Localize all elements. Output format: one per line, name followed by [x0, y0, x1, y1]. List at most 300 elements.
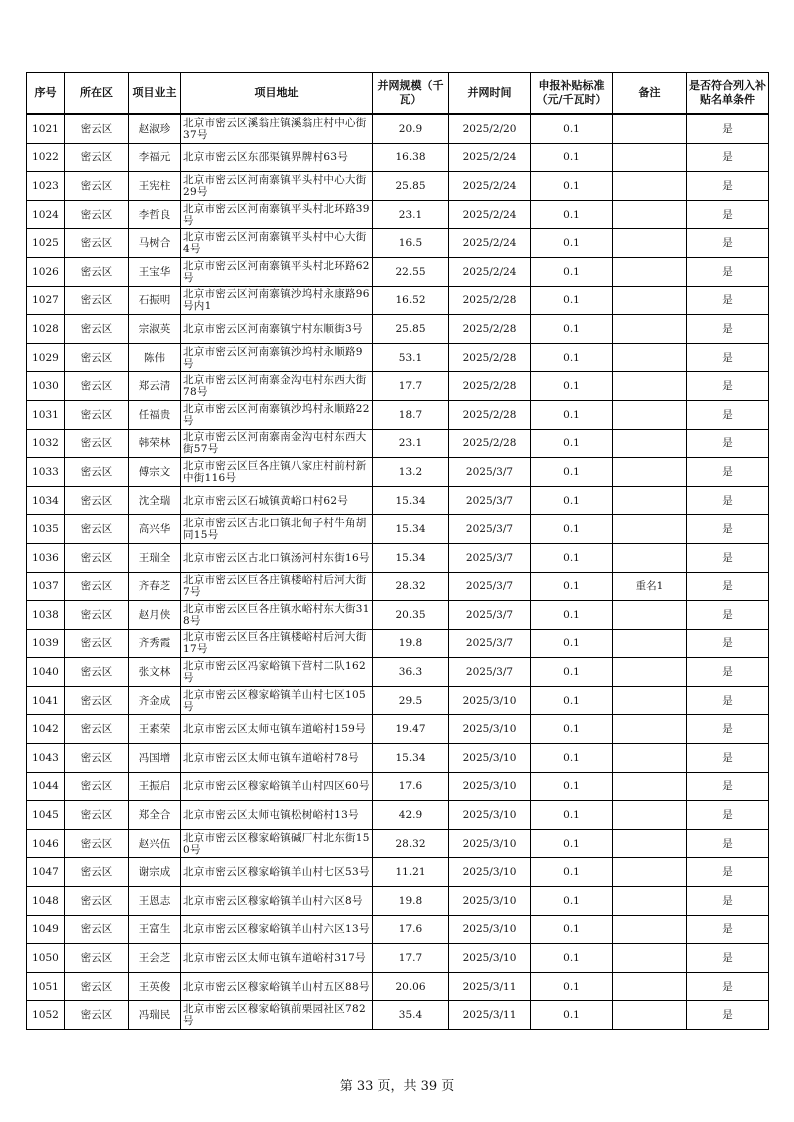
cell-district: 密云区 [65, 200, 129, 229]
cell-date: 2025/2/24 [449, 257, 531, 286]
cell-date: 2025/3/7 [449, 601, 531, 630]
table-row [27, 915, 769, 944]
cell-note [613, 143, 687, 172]
cell-district: 密云区 [65, 829, 129, 858]
cell-date: 2025/2/20 [449, 114, 531, 143]
cell-owner: 赵淑珍 [129, 114, 181, 143]
cell-owner: 王富生 [129, 915, 181, 944]
cell-owner: 沈全瑞 [129, 486, 181, 515]
table-row [27, 972, 769, 1001]
cell-eligible: 是 [687, 543, 769, 572]
cell-address: 北京市密云区河南寨镇平头村中心大街29号 [181, 172, 373, 201]
cell-owner: 冯国增 [129, 744, 181, 773]
cell-seq: 1051 [27, 972, 65, 1001]
cell-owner: 高兴华 [129, 515, 181, 544]
cell-address: 北京市密云区河南寨镇平头村中心大街4号 [181, 229, 373, 258]
cell-owner: 王宪柱 [129, 172, 181, 201]
header-standard: 申报补贴标准（元/千瓦时） [531, 73, 613, 115]
cell-date: 2025/3/7 [449, 629, 531, 658]
cell-eligible: 是 [687, 772, 769, 801]
cell-district: 密云区 [65, 1001, 129, 1030]
cell-seq: 1045 [27, 801, 65, 830]
cell-seq: 1050 [27, 944, 65, 973]
cell-seq: 1032 [27, 429, 65, 458]
cell-seq: 1052 [27, 1001, 65, 1030]
header-district: 所在区 [65, 73, 129, 115]
cell-capacity: 17.7 [373, 372, 449, 401]
table-header-row [27, 73, 769, 115]
cell-standard: 0.1 [531, 200, 613, 229]
cell-seq: 1043 [27, 744, 65, 773]
cell-standard: 0.1 [531, 343, 613, 372]
table-body [27, 114, 769, 1030]
cell-district: 密云区 [65, 543, 129, 572]
cell-district: 密云区 [65, 400, 129, 429]
cell-address: 北京市密云区河南寨镇平头村北环路62号 [181, 257, 373, 286]
table-row [27, 629, 769, 658]
cell-standard: 0.1 [531, 543, 613, 572]
cell-eligible: 是 [687, 801, 769, 830]
cell-capacity: 53.1 [373, 343, 449, 372]
cell-address: 北京市密云区穆家峪镇羊山村六区13号 [181, 915, 373, 944]
cell-standard: 0.1 [531, 887, 613, 916]
cell-owner: 傅宗文 [129, 458, 181, 487]
cell-note [613, 658, 687, 687]
cell-eligible: 是 [687, 572, 769, 601]
cell-owner: 冯瑞民 [129, 1001, 181, 1030]
cell-eligible: 是 [687, 229, 769, 258]
cell-capacity: 35.4 [373, 1001, 449, 1030]
cell-eligible: 是 [687, 429, 769, 458]
cell-capacity: 15.34 [373, 486, 449, 515]
cell-seq: 1022 [27, 143, 65, 172]
cell-note [613, 458, 687, 487]
cell-owner: 谢宗成 [129, 858, 181, 887]
cell-owner: 李哲良 [129, 200, 181, 229]
cell-eligible: 是 [687, 744, 769, 773]
cell-address: 北京市密云区石城镇黄峪口村62号 [181, 486, 373, 515]
cell-date: 2025/3/11 [449, 972, 531, 1001]
table-row [27, 343, 769, 372]
cell-standard: 0.1 [531, 944, 613, 973]
cell-address: 北京市密云区冯家峪镇下营村二队162号 [181, 658, 373, 687]
cell-eligible: 是 [687, 458, 769, 487]
cell-date: 2025/3/10 [449, 715, 531, 744]
cell-standard: 0.1 [531, 972, 613, 1001]
cell-note [613, 858, 687, 887]
cell-seq: 1044 [27, 772, 65, 801]
cell-date: 2025/3/10 [449, 829, 531, 858]
cell-note [613, 944, 687, 973]
cell-note [613, 801, 687, 830]
cell-owner: 王英俊 [129, 972, 181, 1001]
cell-capacity: 18.7 [373, 400, 449, 429]
header-owner: 项目业主 [129, 73, 181, 115]
cell-district: 密云区 [65, 286, 129, 315]
cell-seq: 1037 [27, 572, 65, 601]
cell-seq: 1031 [27, 400, 65, 429]
cell-date: 2025/3/7 [449, 515, 531, 544]
cell-capacity: 28.32 [373, 572, 449, 601]
table-row [27, 801, 769, 830]
table-row [27, 458, 769, 487]
cell-standard: 0.1 [531, 515, 613, 544]
header-seq: 序号 [27, 73, 65, 115]
cell-eligible: 是 [687, 143, 769, 172]
cell-date: 2025/2/24 [449, 200, 531, 229]
cell-eligible: 是 [687, 515, 769, 544]
table-row [27, 543, 769, 572]
cell-address: 北京市密云区巨各庄镇八家庄村前村新中街116号 [181, 458, 373, 487]
cell-owner: 赵兴伍 [129, 829, 181, 858]
cell-note [613, 715, 687, 744]
cell-eligible: 是 [687, 372, 769, 401]
table-row [27, 200, 769, 229]
cell-capacity: 25.85 [373, 315, 449, 344]
cell-seq: 1023 [27, 172, 65, 201]
table-row [27, 772, 769, 801]
cell-eligible: 是 [687, 257, 769, 286]
cell-owner: 郑云清 [129, 372, 181, 401]
cell-seq: 1025 [27, 229, 65, 258]
cell-eligible: 是 [687, 114, 769, 143]
table-row [27, 572, 769, 601]
table-row [27, 372, 769, 401]
cell-district: 密云区 [65, 372, 129, 401]
cell-capacity: 36.3 [373, 658, 449, 687]
cell-eligible: 是 [687, 944, 769, 973]
cell-date: 2025/3/7 [449, 572, 531, 601]
cell-district: 密云区 [65, 801, 129, 830]
cell-address: 北京市密云区太师屯镇车道峪村317号 [181, 944, 373, 973]
cell-address: 北京市密云区河南寨镇沙坞村永顺路22号 [181, 400, 373, 429]
cell-seq: 1029 [27, 343, 65, 372]
cell-owner: 王会芝 [129, 944, 181, 973]
cell-note [613, 629, 687, 658]
cell-owner: 石振明 [129, 286, 181, 315]
cell-capacity: 23.1 [373, 200, 449, 229]
cell-address: 北京市密云区河南寨南金沟屯村东西大街57号 [181, 429, 373, 458]
cell-eligible: 是 [687, 601, 769, 630]
cell-address: 北京市密云区穆家峪镇羊山村六区8号 [181, 887, 373, 916]
cell-district: 密云区 [65, 315, 129, 344]
cell-district: 密云区 [65, 972, 129, 1001]
cell-district: 密云区 [65, 658, 129, 687]
table-row [27, 944, 769, 973]
cell-seq: 1038 [27, 601, 65, 630]
cell-standard: 0.1 [531, 715, 613, 744]
table-row [27, 658, 769, 687]
cell-owner: 齐春芝 [129, 572, 181, 601]
cell-eligible: 是 [687, 343, 769, 372]
cell-address: 北京市密云区河南寨镇平头村北环路39号 [181, 200, 373, 229]
cell-owner: 王素荣 [129, 715, 181, 744]
cell-eligible: 是 [687, 715, 769, 744]
cell-owner: 张文林 [129, 658, 181, 687]
cell-district: 密云区 [65, 715, 129, 744]
cell-seq: 1033 [27, 458, 65, 487]
table-row [27, 143, 769, 172]
cell-date: 2025/2/28 [449, 429, 531, 458]
header-date: 并网时间 [449, 73, 531, 115]
cell-date: 2025/2/28 [449, 315, 531, 344]
cell-note [613, 887, 687, 916]
cell-standard: 0.1 [531, 629, 613, 658]
cell-capacity: 15.34 [373, 515, 449, 544]
cell-standard: 0.1 [531, 572, 613, 601]
cell-seq: 1046 [27, 829, 65, 858]
cell-date: 2025/2/28 [449, 286, 531, 315]
header-note: 备注 [613, 73, 687, 115]
cell-seq: 1024 [27, 200, 65, 229]
cell-capacity: 28.32 [373, 829, 449, 858]
cell-standard: 0.1 [531, 315, 613, 344]
cell-district: 密云区 [65, 343, 129, 372]
cell-address: 北京市密云区溪翁庄镇溪翁庄村中心街37号 [181, 114, 373, 143]
cell-district: 密云区 [65, 915, 129, 944]
table-row [27, 400, 769, 429]
cell-date: 2025/3/10 [449, 915, 531, 944]
cell-address: 北京市密云区穆家峪镇碱厂村北东街150号 [181, 829, 373, 858]
cell-standard: 0.1 [531, 372, 613, 401]
cell-standard: 0.1 [531, 458, 613, 487]
cell-address: 北京市密云区古北口镇北甸子村牛角胡同15号 [181, 515, 373, 544]
cell-standard: 0.1 [531, 772, 613, 801]
cell-owner: 齐秀霞 [129, 629, 181, 658]
cell-note [613, 515, 687, 544]
cell-standard: 0.1 [531, 486, 613, 515]
table-row [27, 257, 769, 286]
cell-district: 密云区 [65, 486, 129, 515]
cell-capacity: 17.7 [373, 944, 449, 973]
cell-owner: 韩荣林 [129, 429, 181, 458]
cell-date: 2025/2/24 [449, 229, 531, 258]
cell-seq: 1028 [27, 315, 65, 344]
cell-capacity: 19.8 [373, 629, 449, 658]
cell-capacity: 22.55 [373, 257, 449, 286]
table-row [27, 114, 769, 143]
cell-note [613, 429, 687, 458]
table-row [27, 715, 769, 744]
table-row [27, 486, 769, 515]
cell-district: 密云区 [65, 515, 129, 544]
cell-note [613, 372, 687, 401]
cell-seq: 1042 [27, 715, 65, 744]
cell-seq: 1027 [27, 286, 65, 315]
cell-owner: 王瑞全 [129, 543, 181, 572]
cell-note [613, 229, 687, 258]
page-number: 第 33 页，共 39 页 [339, 1079, 455, 1094]
cell-address: 北京市密云区太师屯镇松树峪村13号 [181, 801, 373, 830]
cell-standard: 0.1 [531, 829, 613, 858]
header-capacity: 并网规模（千瓦） [373, 73, 449, 115]
cell-district: 密云区 [65, 114, 129, 143]
cell-address: 北京市密云区太师屯镇车道峪村159号 [181, 715, 373, 744]
cell-date: 2025/2/24 [449, 172, 531, 201]
cell-date: 2025/3/7 [449, 458, 531, 487]
table-row [27, 286, 769, 315]
table-row [27, 1001, 769, 1030]
cell-standard: 0.1 [531, 114, 613, 143]
cell-capacity: 11.21 [373, 858, 449, 887]
cell-note [613, 486, 687, 515]
cell-owner: 王恩志 [129, 887, 181, 916]
cell-owner: 郑全合 [129, 801, 181, 830]
cell-district: 密云区 [65, 686, 129, 715]
cell-capacity: 20.9 [373, 114, 449, 143]
cell-seq: 1026 [27, 257, 65, 286]
cell-note [613, 400, 687, 429]
cell-address: 北京市密云区东邵渠镇界牌村63号 [181, 143, 373, 172]
cell-address: 北京市密云区巨各庄镇楼峪村后河大街7号 [181, 572, 373, 601]
cell-eligible: 是 [687, 286, 769, 315]
cell-capacity: 16.5 [373, 229, 449, 258]
cell-note [613, 343, 687, 372]
cell-note [613, 686, 687, 715]
cell-district: 密云区 [65, 572, 129, 601]
cell-standard: 0.1 [531, 601, 613, 630]
cell-capacity: 29.5 [373, 686, 449, 715]
cell-district: 密云区 [65, 601, 129, 630]
cell-standard: 0.1 [531, 915, 613, 944]
cell-seq: 1040 [27, 658, 65, 687]
cell-standard: 0.1 [531, 658, 613, 687]
cell-standard: 0.1 [531, 1001, 613, 1030]
cell-district: 密云区 [65, 772, 129, 801]
cell-owner: 任福贵 [129, 400, 181, 429]
cell-eligible: 是 [687, 400, 769, 429]
cell-standard: 0.1 [531, 858, 613, 887]
cell-district: 密云区 [65, 229, 129, 258]
cell-capacity: 15.34 [373, 744, 449, 773]
cell-eligible: 是 [687, 972, 769, 1001]
cell-address: 北京市密云区河南寨金沟屯村东西大街78号 [181, 372, 373, 401]
cell-district: 密云区 [65, 744, 129, 773]
table-row [27, 601, 769, 630]
cell-seq: 1049 [27, 915, 65, 944]
cell-note [613, 200, 687, 229]
cell-owner: 陈伟 [129, 343, 181, 372]
subsidy-table [26, 72, 769, 1030]
cell-address: 北京市密云区古北口镇汤河村东街16号 [181, 543, 373, 572]
cell-district: 密云区 [65, 429, 129, 458]
cell-address: 北京市密云区穆家峪镇羊山村七区53号 [181, 858, 373, 887]
cell-eligible: 是 [687, 200, 769, 229]
cell-address: 北京市密云区河南寨镇宁村东顺街3号 [181, 315, 373, 344]
cell-capacity: 42.9 [373, 801, 449, 830]
cell-address: 北京市密云区穆家峪镇羊山村七区105号 [181, 686, 373, 715]
cell-district: 密云区 [65, 257, 129, 286]
cell-date: 2025/3/10 [449, 858, 531, 887]
cell-eligible: 是 [687, 658, 769, 687]
cell-date: 2025/3/10 [449, 944, 531, 973]
cell-date: 2025/3/7 [449, 658, 531, 687]
cell-eligible: 是 [687, 486, 769, 515]
cell-address: 北京市密云区河南寨镇沙坞村永康路96号内1 [181, 286, 373, 315]
cell-note [613, 315, 687, 344]
cell-capacity: 17.6 [373, 915, 449, 944]
cell-district: 密云区 [65, 172, 129, 201]
cell-district: 密云区 [65, 629, 129, 658]
cell-note [613, 829, 687, 858]
cell-seq: 1034 [27, 486, 65, 515]
cell-address: 北京市密云区巨各庄镇水峪村东大街318号 [181, 601, 373, 630]
cell-capacity: 20.35 [373, 601, 449, 630]
cell-eligible: 是 [687, 172, 769, 201]
cell-standard: 0.1 [531, 172, 613, 201]
cell-district: 密云区 [65, 458, 129, 487]
cell-owner: 马树合 [129, 229, 181, 258]
cell-note [613, 915, 687, 944]
cell-district: 密云区 [65, 887, 129, 916]
cell-note [613, 601, 687, 630]
cell-address: 北京市密云区巨各庄镇楼峪村后河大街17号 [181, 629, 373, 658]
cell-standard: 0.1 [531, 429, 613, 458]
table-row [27, 429, 769, 458]
cell-address: 北京市密云区河南寨镇沙坞村永顺路9号 [181, 343, 373, 372]
cell-owner: 赵月侠 [129, 601, 181, 630]
cell-note [613, 172, 687, 201]
cell-eligible: 是 [687, 858, 769, 887]
cell-capacity: 19.47 [373, 715, 449, 744]
cell-date: 2025/2/28 [449, 400, 531, 429]
cell-date: 2025/3/10 [449, 686, 531, 715]
cell-capacity: 25.85 [373, 172, 449, 201]
cell-capacity: 19.8 [373, 887, 449, 916]
cell-capacity: 23.1 [373, 429, 449, 458]
cell-note [613, 543, 687, 572]
cell-eligible: 是 [687, 629, 769, 658]
cell-note [613, 744, 687, 773]
header-address: 项目地址 [181, 73, 373, 115]
cell-date: 2025/2/28 [449, 343, 531, 372]
cell-date: 2025/2/24 [449, 143, 531, 172]
cell-seq: 1047 [27, 858, 65, 887]
cell-date: 2025/3/10 [449, 744, 531, 773]
cell-note: 重名1 [613, 572, 687, 601]
cell-date: 2025/3/10 [449, 887, 531, 916]
cell-note [613, 286, 687, 315]
header-eligible: 是否符合列入补贴名单条件 [687, 73, 769, 115]
table-row [27, 315, 769, 344]
cell-capacity: 13.2 [373, 458, 449, 487]
cell-seq: 1039 [27, 629, 65, 658]
table-row [27, 515, 769, 544]
cell-eligible: 是 [687, 1001, 769, 1030]
cell-owner: 宗淑英 [129, 315, 181, 344]
table-row [27, 887, 769, 916]
cell-capacity: 20.06 [373, 972, 449, 1001]
cell-capacity: 17.6 [373, 772, 449, 801]
cell-seq: 1048 [27, 887, 65, 916]
cell-note [613, 257, 687, 286]
cell-eligible: 是 [687, 315, 769, 344]
cell-eligible: 是 [687, 887, 769, 916]
cell-standard: 0.1 [531, 400, 613, 429]
cell-date: 2025/3/7 [449, 486, 531, 515]
cell-note [613, 1001, 687, 1030]
cell-note [613, 972, 687, 1001]
table-row [27, 229, 769, 258]
cell-date: 2025/3/11 [449, 1001, 531, 1030]
cell-date: 2025/3/7 [449, 543, 531, 572]
cell-standard: 0.1 [531, 801, 613, 830]
cell-standard: 0.1 [531, 257, 613, 286]
cell-district: 密云区 [65, 944, 129, 973]
cell-district: 密云区 [65, 858, 129, 887]
cell-date: 2025/3/10 [449, 801, 531, 830]
cell-standard: 0.1 [531, 286, 613, 315]
